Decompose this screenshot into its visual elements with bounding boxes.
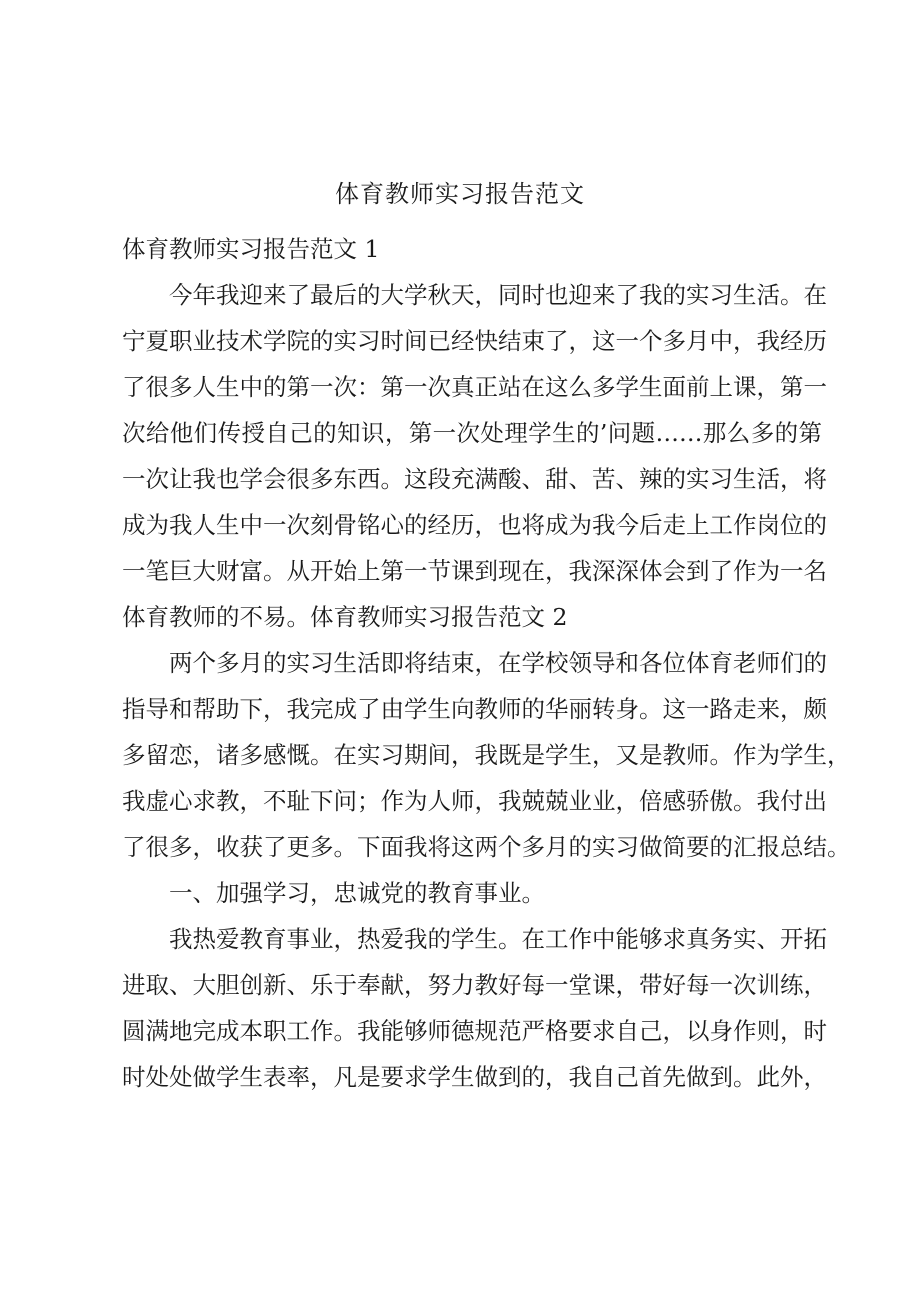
- paragraph-2: [122, 640, 851, 870]
- document-body: [122, 226, 851, 1100]
- paragraph-1: [122, 272, 827, 640]
- paragraph-line: 进取、大胆创新、乐于奉献，努力教好每一堂课，带好每一次训练，: [122, 971, 827, 999]
- paragraph-line: 我虚心求教，不耻下问；作为人师，我兢兢业业，倍感骄傲。我付出: [122, 787, 827, 815]
- paragraph-line: 了很多，收获了更多。下面我将这两个多月的实习做简要的汇报总结。: [122, 833, 851, 861]
- section-heading-text: 体育教师实习报告范文 1: [122, 235, 380, 263]
- paragraph-line: 宁夏职业技术学院的实习时间已经快结束了，这一个多月中，我经历: [122, 327, 827, 355]
- paragraph-line: 体育教师的不易。体育教师实习报告范文 2: [122, 603, 568, 631]
- paragraph-line: 多留恋，诸多感慨。在实习期间，我既是学生，又是教师。作为学生，: [122, 741, 851, 769]
- document-title: 体育教师实习报告范文: [335, 180, 585, 208]
- paragraph-line: 次给他们传授自己的知识，第一次处理学生的’问题……那么多的第: [122, 419, 822, 447]
- paragraph-line: 我热爱教育事业，热爱我的学生。在工作中能够求真务实、开拓: [169, 925, 827, 953]
- paragraph-line: 今年我迎来了最后的大学秋天，同时也迎来了我的实习生活。在: [169, 281, 827, 309]
- paragraph-3: [122, 916, 827, 1100]
- paragraph-line: 指导和帮助下，我完成了由学生向教师的华丽转身。这一路走来，颇: [122, 695, 827, 723]
- paragraph-line: 了很多人生中的第一次：第一次真正站在这么多学生面前上课，第一: [122, 373, 827, 401]
- subheading-1: [122, 870, 822, 916]
- paragraph-line: 两个多月的实习生活即将结束，在学校领导和各位体育老师们的: [169, 649, 827, 677]
- subheading-text: 一、加强学习，忠诚党的教育事业。: [169, 879, 545, 907]
- paragraph-line: 一笔巨大财富。从开始上第一节课到现在，我深深体会到了作为一名: [122, 557, 827, 585]
- paragraph-line: 一次让我也学会很多东西。这段充满酸、甜、苦、辣的实习生活，将: [122, 465, 827, 493]
- paragraph-line: 成为我人生中一次刻骨铭心的经历，也将成为我今后走上工作岗位的: [122, 511, 827, 539]
- paragraph-line: 圆满地完成本职工作。我能够师德规范严格要求自己，以身作则，时: [122, 1017, 827, 1045]
- paragraph-line: 时处处做学生表率，凡是要求学生做到的，我自己首先做到。此外，: [122, 1063, 827, 1091]
- section-heading: [122, 226, 822, 272]
